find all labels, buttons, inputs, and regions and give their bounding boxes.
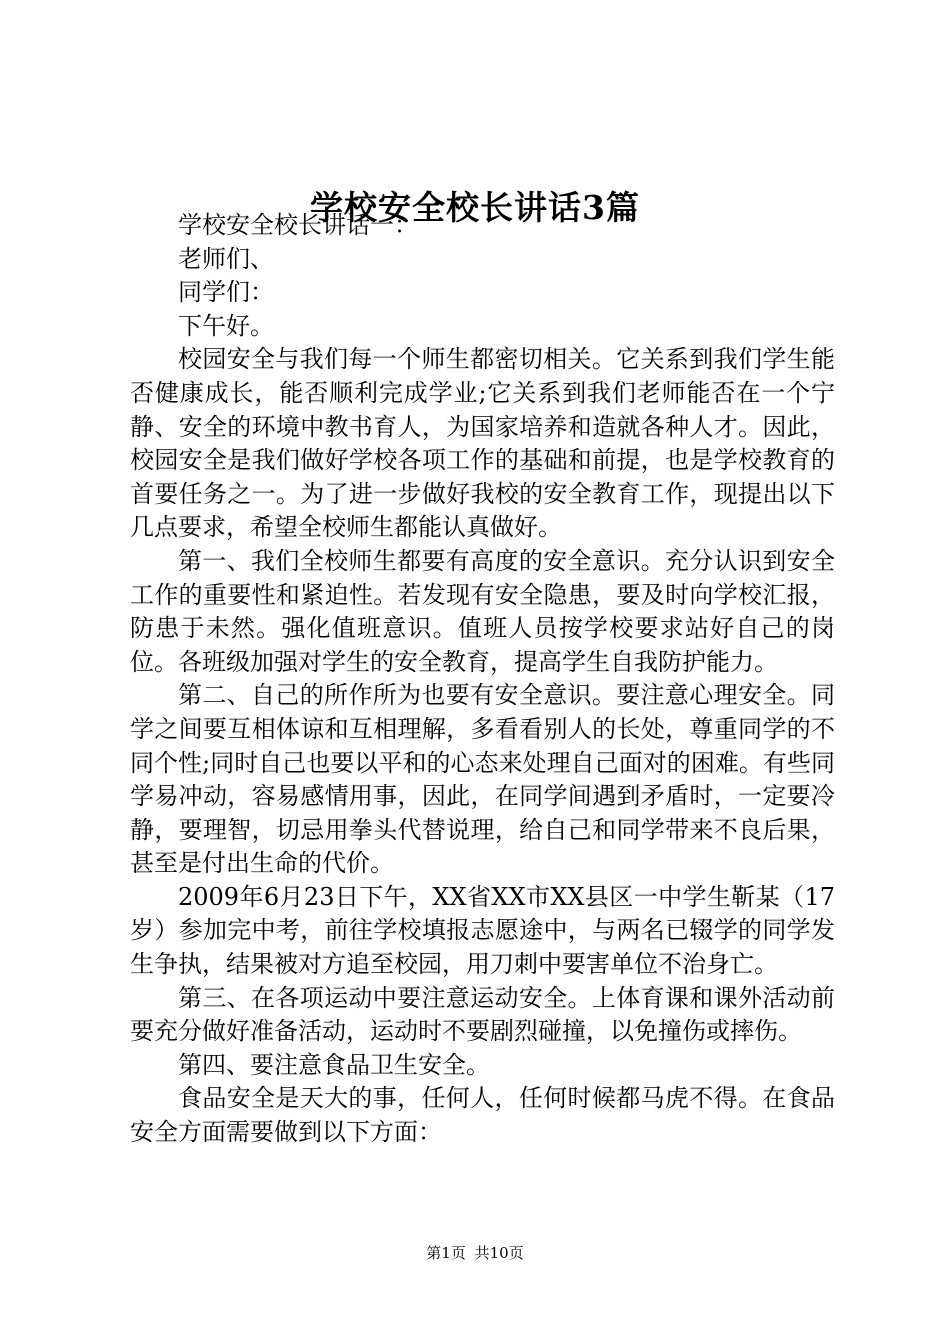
paragraph-salutation-teachers: 老师们、 [178, 244, 274, 273]
paragraph-intro: 校园安全与我们每一个师生都密切相关。它关系到我们学生能否健康成长，能否顺利完成学业;它关系到我们老师能否在一个宁静、安全的环境中教书育人，为国家培养和造就各种人才。因此，校园安全是我们做好学校各项工作的基础和前提，也是学校教育的首要任务之一。为了进一步做好我校的安全教育工作，现提出以下几点要求，希望全校师生都能认真做好。 [130, 345, 835, 542]
document-body [130, 209, 835, 1150]
paragraph-point-one: 第一、我们全校师生都要有高度的安全意识。充分认识到安全工作的重要性和紧迫性。若发现有安全隐患，要及时向学校汇报，防患于未然。强化值班意识。值班人员按学校要求站好自己的岗位。各班级加强对学生的安全教育，提高学生自我防护能力。 [130, 546, 835, 676]
paragraph-point-three: 第三、在各项运动中要注意运动安全。上体育课和课外活动前要充分做好准备活动，运动时不要剧烈碰撞，以免撞伤或摔伤。 [130, 983, 835, 1046]
paragraph-greeting: 下午好。 [178, 311, 274, 340]
paragraph-point-two: 第二、自己的所作所为也要有安全意识。要注意心理安全。同学之间要互相体谅和互相理解，多看看别人的长处，尊重同学的不同个性;同时自己也要以平和的心态来处理自己面对的困难。有些同学易冲动，容易感情用事，因此，在同学间遇到矛盾时，一定要冷静，要理智，切忌用拳头代替说理，给自己和同学带来不良后果，甚至是付出生命的代价。 [130, 681, 835, 878]
page-total: 共10页 [474, 1244, 524, 1262]
document-title: 学校安全校长讲话3篇 [310, 188, 640, 227]
page-number: 第1页 [426, 1244, 466, 1262]
paragraph-point-four: 第四、要注意食品卫生安全。 [178, 1050, 490, 1079]
paragraph-food-safety: 食品安全是天大的事，任何人，任何时候都马虎不得。在食品安全方面需要做到以下方面： [130, 1084, 835, 1147]
paragraph-heading: 学校安全校长讲话一： [178, 211, 418, 239]
page-footer [0, 1241, 950, 1265]
paragraph-case-example: 2009年6月23日下午，XX省XX市XX县区一中学生靳某（17岁）参加完中考，前往学校填报志愿途中，与两名已辍学的同学发生争执，结果被对方追至校园，用刀刺中要害单位不治身亡。 [130, 882, 835, 979]
paragraph-salutation-students: 同学们： [178, 278, 274, 307]
